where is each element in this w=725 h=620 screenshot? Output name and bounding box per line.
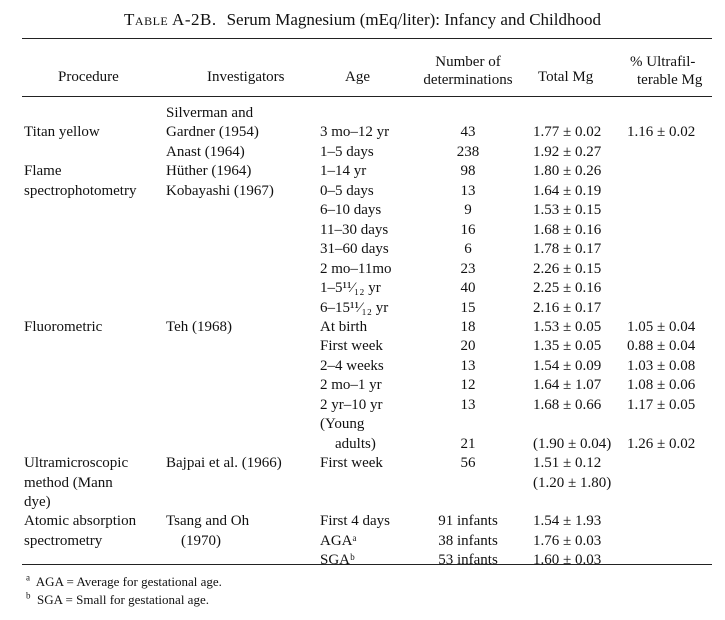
cell-total: 1.80 ± 0.26 bbox=[533, 163, 602, 180]
cell-investigators: Bajpai et al. (1966) bbox=[166, 455, 282, 472]
cell-number: 23 bbox=[460, 260, 476, 277]
cell-ultrafilterable: 1.08 ± 0.06 bbox=[627, 377, 696, 394]
cell-ultrafilterable: 1.03 ± 0.08 bbox=[627, 357, 696, 374]
footnote-b-mark: b bbox=[26, 590, 31, 601]
cell-age: 31–60 days bbox=[320, 241, 389, 258]
cell-procedure: dye) bbox=[24, 494, 51, 510]
cell-total: 1.54 ± 0.09 bbox=[533, 357, 602, 374]
cell-age: SGAᵇ bbox=[320, 552, 355, 569]
cell-procedure: Fluorometric bbox=[24, 318, 103, 335]
cell-number: 98 bbox=[460, 163, 476, 180]
cell-total: 1.78 ± 0.17 bbox=[533, 241, 602, 258]
cell-total: 1.68 ± 0.66 bbox=[533, 396, 602, 413]
cell-age: 1–5 days bbox=[320, 143, 374, 160]
cell-investigators: Silverman and bbox=[166, 105, 254, 121]
cell-age: 1–5¹¹⁄₁₂ yr bbox=[320, 280, 381, 297]
cell-number: 43 bbox=[460, 124, 476, 141]
header-total: Total Mg bbox=[538, 69, 594, 85]
cell-age: First week bbox=[320, 455, 383, 472]
cell-total: 1.51 ± 0.12 bbox=[533, 455, 602, 472]
header-rule bbox=[22, 96, 712, 97]
cell-age: 2 mo–11mo bbox=[320, 260, 392, 277]
cell-total: 2.16 ± 0.17 bbox=[533, 299, 602, 316]
cell-total: 2.25 ± 0.16 bbox=[533, 280, 602, 297]
cell-age: At birth bbox=[320, 318, 368, 335]
cell-number: 6 bbox=[464, 241, 472, 258]
cell-age: 1–14 yr bbox=[320, 163, 367, 180]
header-ultra-line2: terable Mg bbox=[637, 72, 703, 88]
footnote-a-text: AGA = Average for gestational age. bbox=[35, 574, 222, 589]
cell-total: 1.92 ± 0.27 bbox=[533, 143, 602, 160]
cell-number: 15 bbox=[460, 299, 476, 316]
cell-ultrafilterable: 0.88 ± 0.04 bbox=[627, 338, 696, 355]
cell-total: 2.26 ± 0.15 bbox=[533, 260, 602, 277]
cell-total: 1.76 ± 0.03 bbox=[533, 532, 602, 549]
cell-investigators: Tsang and Oh bbox=[166, 513, 250, 530]
cell-age: First week bbox=[320, 338, 383, 355]
cell-age: adults) bbox=[335, 435, 376, 452]
footnote-a bbox=[26, 574, 222, 590]
cell-number: 13 bbox=[460, 357, 476, 374]
cell-number: 12 bbox=[460, 377, 476, 394]
cell-ultrafilterable: 1.05 ± 0.04 bbox=[627, 318, 696, 335]
cell-age: 6–15¹¹⁄₁₂ yr bbox=[320, 299, 389, 316]
cell-ultrafilterable: 1.26 ± 0.02 bbox=[627, 435, 696, 452]
cell-number: 40 bbox=[460, 280, 476, 297]
cell-total: 1.35 ± 0.05 bbox=[533, 338, 602, 355]
cell-number: 13 bbox=[460, 396, 476, 413]
cell-total: 1.53 ± 0.05 bbox=[533, 318, 602, 335]
cell-procedure: Ultramicroscopic bbox=[24, 455, 129, 472]
cell-investigators: Hüther (1964) bbox=[166, 163, 252, 180]
cell-age: 2 mo–1 yr bbox=[320, 377, 382, 394]
cell-age: AGAᵃ bbox=[320, 532, 357, 549]
cell-age: 0–5 days bbox=[320, 182, 374, 199]
cell-total: 1.54 ± 1.93 bbox=[533, 513, 602, 530]
table-title bbox=[0, 10, 725, 30]
cell-investigators: Anast (1964) bbox=[166, 143, 245, 160]
header-ultra-line1: % Ultrafil- bbox=[630, 54, 696, 70]
header-investigators: Investigators bbox=[207, 69, 285, 85]
footnote-a-mark: a bbox=[26, 572, 30, 583]
cell-number: 13 bbox=[460, 182, 476, 199]
header-procedure: Procedure bbox=[58, 69, 119, 85]
cell-total: 1.64 ± 0.19 bbox=[533, 182, 602, 199]
cell-procedure: Flame bbox=[24, 163, 62, 180]
cell-number: 21 bbox=[460, 435, 476, 452]
cell-procedure: Titan yellow bbox=[24, 124, 100, 141]
footnote-b-text: SGA = Small for gestational age. bbox=[37, 592, 209, 607]
cell-number: 53 infants bbox=[438, 552, 498, 569]
cell-age: 6–10 days bbox=[320, 202, 382, 219]
cell-age: 11–30 days bbox=[320, 221, 389, 238]
cell-procedure: spectrometry bbox=[24, 532, 103, 549]
cell-investigators: Gardner (1954) bbox=[166, 124, 259, 141]
table-caption: Serum Magnesium (mEq/liter): Infancy and Childhood bbox=[226, 10, 601, 29]
header-number-line2: determinations bbox=[423, 72, 513, 88]
cell-procedure: method (Mann bbox=[24, 474, 113, 491]
cell-total: (1.90 ± 0.04) bbox=[533, 435, 612, 452]
cell-investigators: (1970) bbox=[181, 532, 221, 549]
cell-number: 9 bbox=[464, 202, 472, 219]
cell-procedure: spectrophotometry bbox=[24, 182, 137, 199]
cell-number: 56 bbox=[460, 455, 476, 472]
cell-number: 16 bbox=[460, 221, 476, 238]
table-label: Table A-2B. bbox=[124, 10, 217, 29]
cell-ultrafilterable: 1.16 ± 0.02 bbox=[627, 124, 696, 141]
cell-age: First 4 days bbox=[320, 513, 391, 530]
cell-number: 38 infants bbox=[438, 532, 498, 549]
cell-ultrafilterable: 1.17 ± 0.05 bbox=[627, 396, 696, 413]
cell-number: 238 bbox=[456, 143, 480, 160]
cell-total: (1.20 ± 1.80) bbox=[533, 474, 612, 491]
cell-total: 1.68 ± 0.16 bbox=[533, 221, 602, 238]
cell-total: 1.77 ± 0.02 bbox=[533, 124, 602, 141]
cell-investigators: Kobayashi (1967) bbox=[166, 182, 274, 199]
cell-total: 1.64 ± 1.07 bbox=[533, 377, 602, 394]
top-rule bbox=[22, 38, 712, 39]
cell-age: 2–4 weeks bbox=[320, 357, 384, 374]
bottom-rule bbox=[22, 564, 712, 565]
cell-procedure: Atomic absorption bbox=[24, 513, 137, 530]
footnote-b bbox=[26, 592, 209, 608]
header-number-line1: Number of bbox=[435, 54, 501, 70]
cell-number: 18 bbox=[460, 318, 476, 335]
cell-age: (Young bbox=[320, 416, 365, 433]
cell-total: 1.53 ± 0.15 bbox=[533, 202, 602, 219]
header-age: Age bbox=[345, 69, 370, 85]
cell-number: 20 bbox=[460, 338, 476, 355]
cell-number: 91 infants bbox=[438, 513, 498, 530]
cell-investigators: Teh (1968) bbox=[166, 318, 233, 335]
cell-age: 3 mo–12 yr bbox=[320, 124, 390, 141]
cell-total: 1.60 ± 0.03 bbox=[533, 552, 602, 569]
cell-age: 2 yr–10 yr bbox=[320, 396, 383, 413]
